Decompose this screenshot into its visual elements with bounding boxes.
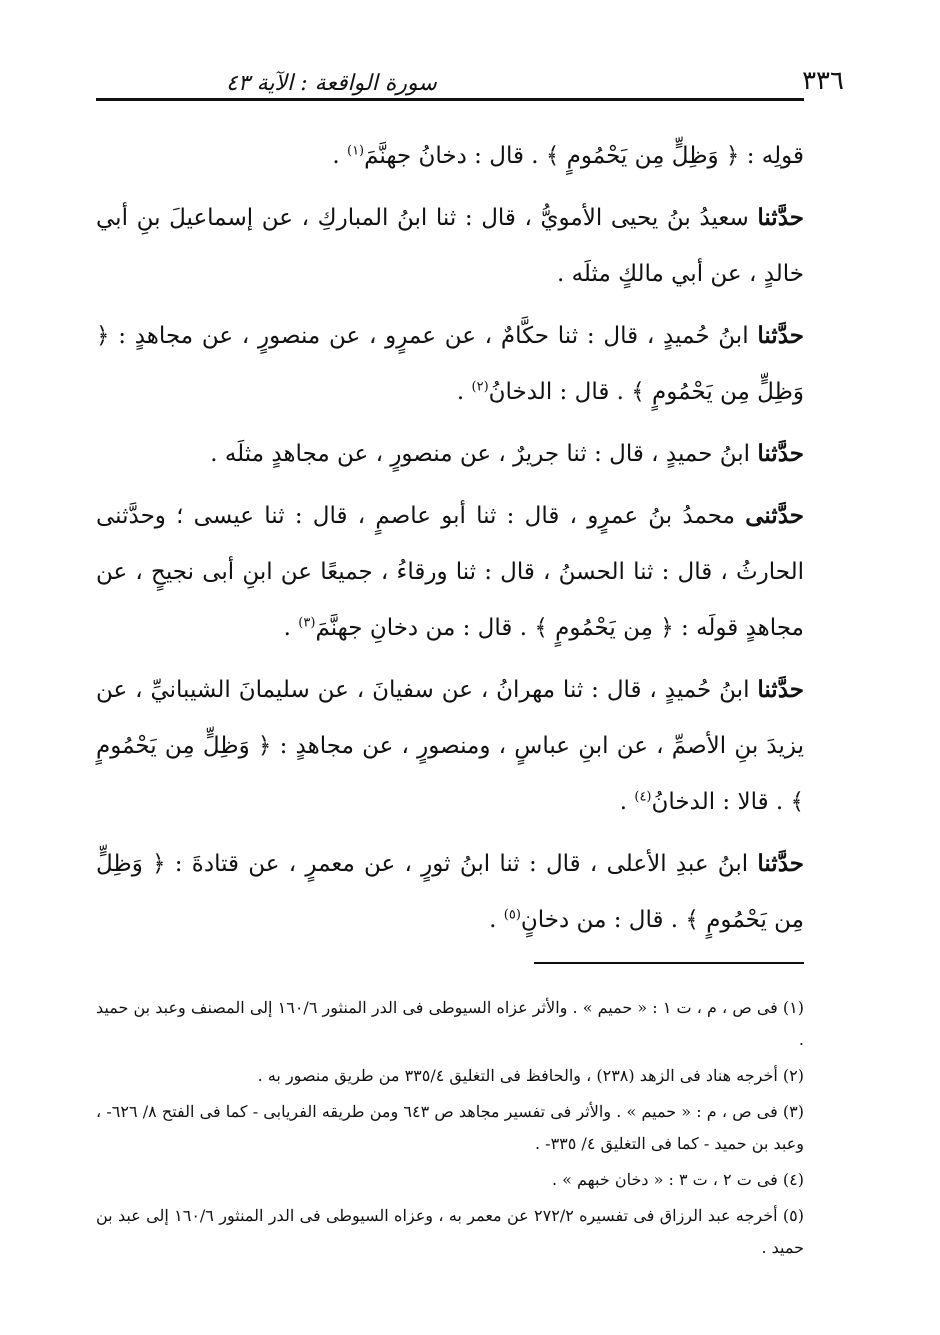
- running-title: سورة الواقعة : الآية ٤٣: [226, 71, 437, 96]
- paragraph-2: [96, 190, 804, 302]
- footnote-ref: (٥): [503, 907, 521, 923]
- footnotes: [96, 992, 804, 1268]
- paragraph-lead: حدَّثنا: [757, 440, 804, 467]
- footnote-ref: (١): [346, 143, 365, 159]
- header-rule: [96, 98, 804, 101]
- paragraph-tail: .: [456, 379, 472, 405]
- paragraph-tail: .: [332, 143, 347, 169]
- footnote-3: (٣) فى ص ، م : « حميم » . والأثر فى تفسير مجاهد ص ٦٤٣ ومن طريقه الفريابى - كما فى الفتح ٨/ ٦٢٦- ، وعبد بن حميد - كما فى التغليق ٤/ ٣٣٥- .: [96, 1102, 804, 1153]
- paragraph-4: [96, 426, 804, 482]
- footnote-1: (١) فى ص ، م ، ت ١ : « حميم » . والأثر عزاه السيوطى فى الدر المنثور ١٦٠/٦ إلى المصنف وعبد بن حميد .: [96, 998, 805, 1049]
- paragraph-7: [96, 836, 804, 948]
- paragraph-text: ابنُ عبدِ الأعلى ، قال : ثنا ابنُ ثورٍ ، عن معمرٍ ، عن قتادةَ : ﴿ وَظِلٍّ مِن يَحْمُومٍ ﴾ . قال : من دخانٍ: [96, 851, 804, 933]
- paragraph-text: ابنُ حُميدٍ ، قال : ثنا حكَّامٌ ، عن عمرٍو ، عن منصورٍ ، عن مجاهدٍ : ﴿ وَظِلٍّ مِن يَحْمُومٍ ﴾ . قال : الدخانُ: [96, 323, 804, 405]
- footnote-2: (٢) أخرجه هناد فى الزهد (٢٣٨) ، والحافظ فى التغليق ٣٣٥/٤ من طريق منصور به .: [257, 1066, 804, 1085]
- footnote-ref: (٢): [471, 379, 489, 395]
- paragraph-text: ابنُ حُميدٍ ، قال : ثنا مهرانُ ، عن سفيانَ ، عن سليمانَ الشيبانيِّ ، عن يزيدَ بنِ الأصمِّ ، عن ابنِ عباسٍ ، ومنصورٍ ، عن مجاهدٍ : ﴿ وَظِلٍّ مِن يَحْمُومٍ ﴾ . قالا : الدخانُ: [96, 677, 804, 815]
- main-text: [96, 128, 804, 954]
- footnote-ref: (٣): [298, 615, 316, 631]
- paragraph-text: سعيدُ بنُ يحيى الأمويُّ ، قال : ثنا ابنُ المباركِ ، عن إسماعيلَ بنِ أبي خالدٍ ، عن أبي مالكٍ مثلَه .: [96, 205, 804, 287]
- paragraph-text: محمدُ بنُ عمرٍو ، قال : ثنا أبو عاصمٍ ، قال : ثنا عيسى ؛ وحدَّثنى الحارثُ ، قال : ثنا الحسنُ ، قال : ثنا ورقاءُ ، جميعًا عن ابنِ أبى نجيحٍ ، عن مجاهدٍ قولَه : ﴿ مِن يَحْمُومٍ ﴾ . قال : من دخانِ جهنَّمَ: [96, 503, 804, 641]
- paragraph-6: [96, 662, 804, 830]
- footnote-rule: [534, 962, 804, 964]
- page-number: ٣٣٦: [802, 66, 844, 96]
- paragraph-tail: .: [283, 615, 299, 641]
- paragraph-lead: حدَّثنى: [745, 502, 804, 529]
- paragraph-lead: حدَّثنا: [757, 676, 804, 703]
- paragraph-lead: حدَّثنا: [757, 850, 804, 877]
- paragraph-lead: حدَّثنا: [757, 322, 804, 349]
- paragraph-lead: حدَّثنا: [757, 204, 804, 231]
- paragraph-text: ابنُ حميدٍ ، قال : ثنا جريرٌ ، عن منصورٍ ، عن مجاهدٍ مثلَه .: [210, 441, 758, 467]
- footnote-ref: (٤): [634, 789, 652, 805]
- paragraph-3: [96, 308, 804, 420]
- page-header: [96, 52, 844, 96]
- footnote-4: (٤) فى ت ٢ ، ت ٣ : « دخان خبهم » .: [551, 1170, 804, 1189]
- paragraph-tail: .: [489, 907, 504, 933]
- paragraph-tail: .: [619, 789, 635, 815]
- paragraph-text: قولِه : ﴿ وَظِلٍّ مِن يَحْمُومٍ ﴾ . قال : دخانُ جهنَّمَ: [364, 143, 804, 169]
- paragraph-5: [96, 488, 804, 656]
- paragraph-1: [96, 128, 804, 184]
- footnote-5: (٥) أخرجه عبد الرزاق فى تفسيره ٢٧٢/٢ عن معمر به ، وعزاه السيوطى فى الدر المنثور ١٦٠/٦ إلى عبد بن حميد .: [96, 1206, 804, 1257]
